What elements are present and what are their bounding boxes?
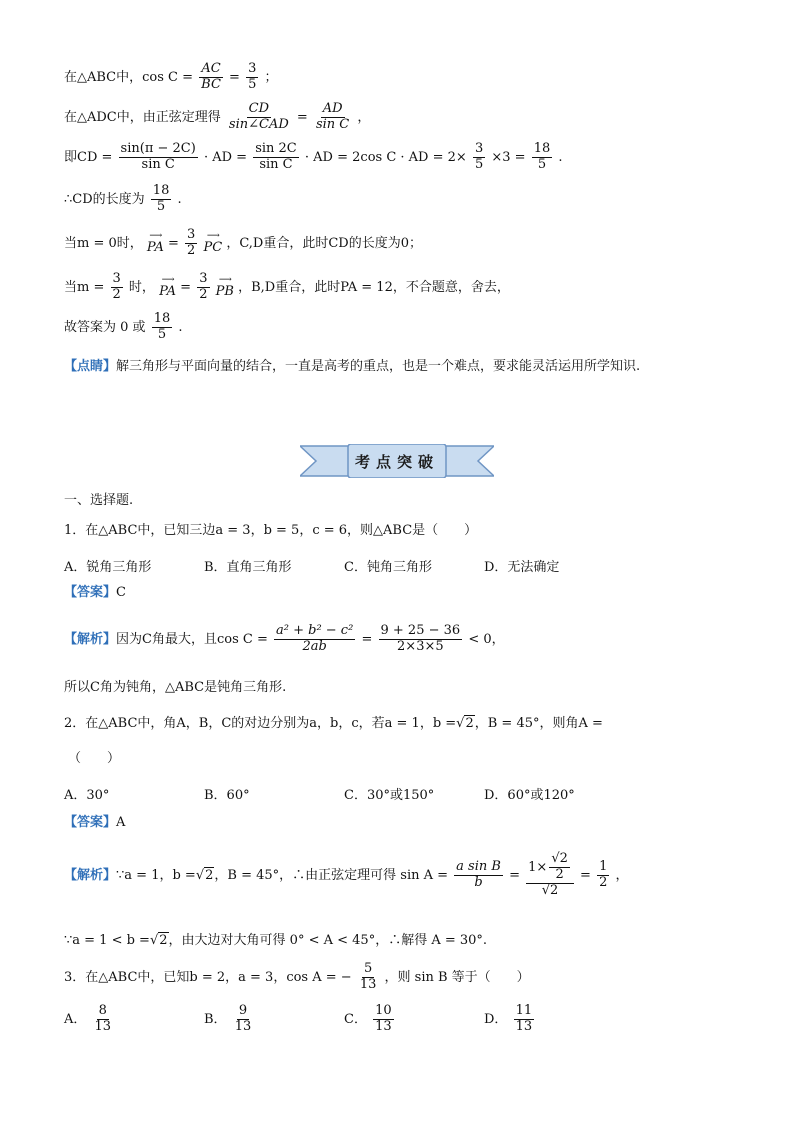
numerator: AD	[322, 101, 343, 116]
ribbon-left-shape	[300, 446, 352, 476]
numerator: 18	[533, 141, 551, 156]
fraction	[111, 272, 123, 303]
vector	[147, 232, 164, 254]
fraction	[597, 860, 609, 891]
fraction	[314, 102, 351, 133]
answer-tag: 【答案】	[64, 815, 117, 830]
text: 3．在△ABC中，已知b = 2，a = 3，cos A = −	[64, 969, 352, 985]
denominator: 2	[112, 286, 121, 302]
denominator: 5	[157, 326, 167, 342]
denominator: 13	[234, 1018, 252, 1034]
explanation-tag: 【解析】	[64, 631, 117, 647]
question-1-option-d: D．无法确定	[484, 560, 560, 575]
denominator: 5	[248, 76, 257, 92]
numerator: 8	[98, 1003, 107, 1018]
denominator: 5	[537, 156, 547, 172]
section-title: 一、选择题.	[64, 493, 134, 508]
denominator: 2	[555, 866, 564, 882]
vector-label: PA	[146, 240, 164, 256]
question-1-explanation-line2: 所以C角为钝角，△ABC是钝角三角形.	[64, 680, 287, 695]
question-1-option-a: A．锐角三角形	[64, 560, 152, 575]
question-2-explanation-line2	[64, 934, 487, 947]
text: .	[178, 319, 183, 335]
question-1-option-b: B．直角三角形	[204, 560, 292, 575]
question-1-stem: 1．在△ABC中，已知三边a = 3，b = 5，c = 6，则△ABC是（ ）	[64, 523, 478, 538]
text: ，由大边对大角可得 0° < A < 45°，∴解得 A = 30°.	[168, 933, 488, 948]
radicand: 2	[159, 933, 168, 948]
fraction	[246, 62, 258, 93]
text: ，C,D重合，此时CD的长度为0；	[226, 235, 422, 251]
text: ，则 sin B 等于（ ）	[384, 969, 530, 985]
denominator: sin C	[259, 156, 293, 172]
text: =	[361, 631, 373, 647]
denominator: 2	[187, 242, 196, 258]
text: ，B,D重合，此时PA = 12，不合题意，舍去，	[238, 279, 510, 295]
numerator: a sin B	[456, 858, 501, 874]
question-1-explanation	[64, 624, 505, 655]
banner-title: 考点突破	[354, 453, 440, 471]
denominator: 2ab	[302, 638, 327, 654]
question-2-answer	[64, 816, 125, 829]
text: 在△ABC中，cos C =	[64, 69, 194, 85]
sqrt-icon: √	[149, 933, 159, 948]
question-1-answer	[64, 586, 126, 599]
question-2-explanation	[64, 852, 629, 899]
fraction	[532, 142, 553, 173]
numerator: 18	[152, 183, 170, 198]
numerator: 9 + 25 − 36	[380, 623, 461, 638]
numerator: a² + b² − c²	[276, 623, 354, 638]
question-2-blank: （ ）	[68, 751, 121, 766]
text: ∵a = 1，b =	[116, 867, 196, 883]
fraction	[274, 624, 355, 655]
fraction	[227, 102, 291, 133]
question-2-option-b: B．60°	[204, 788, 250, 803]
text: .	[558, 149, 563, 165]
answer-value: A	[116, 815, 126, 830]
denominator: BC	[201, 76, 221, 92]
option-label: A．	[64, 1011, 87, 1027]
tip-paragraph	[64, 360, 640, 373]
fraction	[152, 312, 173, 343]
vector	[216, 276, 234, 298]
text: ，B = 45°，∴由正弦定理可得 sin A =	[214, 867, 449, 883]
question-3-stem	[64, 962, 530, 993]
text: · AD = 2cos C · AD = 2×	[304, 149, 467, 165]
denominator: 13	[375, 1018, 392, 1034]
fraction	[233, 1004, 254, 1035]
text: ，B = 45°，则角A =	[474, 716, 603, 731]
numerator: 11	[515, 1003, 533, 1018]
question-3-option-d	[484, 1004, 536, 1035]
text: ；	[264, 69, 278, 85]
fraction	[151, 184, 172, 215]
vector-arrow-icon: ⟶	[161, 275, 174, 286]
fraction	[185, 228, 197, 259]
question-2-option-d: D．60°或120°	[484, 788, 575, 803]
answer-value: C	[116, 585, 126, 600]
vector-arrow-icon: ⟶	[206, 231, 219, 242]
denominator: 2×3×5	[397, 638, 444, 654]
vector	[203, 232, 222, 254]
solution-line-m-zero	[64, 228, 422, 259]
numerator: 1	[599, 858, 608, 874]
numerator: 9	[238, 1003, 248, 1018]
solution-line-cd-value	[64, 142, 563, 173]
vector	[159, 276, 176, 298]
text: ，	[615, 867, 629, 883]
denominator: 5	[474, 156, 484, 172]
sqrt	[204, 869, 214, 882]
fraction	[358, 962, 379, 993]
tip-tag: 【点睛】	[64, 359, 117, 374]
denominator: 13	[94, 1018, 112, 1034]
question-3-option-b	[204, 1004, 255, 1035]
text: 即CD =	[64, 149, 113, 165]
denominator: √2	[541, 882, 559, 898]
solution-line-final-answer	[64, 312, 183, 343]
numerator: CD	[248, 101, 270, 116]
text: ×3 =	[491, 149, 526, 165]
vector-arrow-icon: ⟶	[149, 231, 162, 242]
tip-text: 解三角形与平面向量的结合，一直是高考的重点，也是一个难点，要求能灵活运用所学知识.	[116, 359, 641, 374]
text: 时，	[128, 279, 155, 295]
sqrt-icon: √	[456, 716, 465, 731]
numerator: 3	[248, 61, 257, 76]
numerator: AC	[201, 61, 221, 76]
numerator: 10	[375, 1003, 392, 1018]
sqrt	[464, 717, 474, 730]
denominator: sin∠CAD	[228, 116, 289, 132]
solution-line-m-three-halves	[64, 272, 510, 303]
denominator: sin C	[141, 156, 175, 172]
option-label: B．	[204, 1011, 227, 1027]
fraction	[253, 142, 299, 173]
numerator: 3	[199, 271, 208, 286]
sqrt	[158, 934, 168, 947]
denominator: sin C	[315, 116, 350, 132]
text: .	[177, 191, 182, 207]
fraction	[549, 852, 570, 883]
numerator: 18	[153, 311, 171, 326]
numerator: sin(π − 2C)	[120, 141, 196, 156]
text: =	[229, 69, 240, 85]
fraction	[197, 272, 209, 303]
option-label: D．	[484, 1011, 508, 1027]
denominator: 13	[359, 976, 377, 992]
fraction	[373, 1004, 394, 1035]
text: 1×	[528, 859, 548, 875]
vector-label: PC	[203, 240, 223, 256]
solution-line-cosc	[64, 62, 278, 93]
numerator: 3	[187, 227, 196, 242]
text: =	[580, 867, 591, 883]
denominator: b	[474, 874, 483, 890]
numerator: √2	[551, 851, 568, 866]
option-label: C．	[344, 1011, 367, 1027]
fraction	[454, 860, 503, 891]
radicand: 2	[465, 716, 474, 731]
numerator: sin 2C	[255, 141, 297, 156]
question-2-stem	[64, 717, 603, 730]
text: =	[509, 867, 520, 883]
fraction	[379, 624, 463, 655]
text: =	[180, 279, 192, 295]
sqrt-icon: √	[195, 867, 205, 883]
question-2-option-c: C．30°或150°	[344, 788, 435, 803]
vector-label: PA	[159, 284, 177, 300]
text: < 0，	[468, 631, 505, 647]
vector-label: PB	[215, 284, 234, 300]
denominator: 2	[599, 874, 608, 890]
text: ∵a = 1 < b =	[64, 933, 150, 948]
fraction	[119, 142, 198, 173]
text: 2．在△ABC中，角A，B，C的对边分别为a，b，c，若a = 1，b =	[64, 716, 457, 731]
fraction	[473, 142, 485, 173]
text: ，	[357, 109, 371, 125]
text: 因为C角最大，且cos C =	[116, 631, 268, 647]
complex-fraction	[526, 852, 574, 899]
denominator: 5	[156, 198, 166, 214]
numerator: 5	[363, 961, 373, 976]
text: 在△ADC中，由正弦定理得	[64, 109, 221, 125]
explanation-tag: 【解析】	[64, 867, 117, 883]
question-3-option-c	[344, 1004, 396, 1035]
vector-arrow-icon: ⟶	[218, 275, 231, 286]
radicand: 2	[205, 867, 214, 883]
question-1-option-c: C．钝角三角形	[344, 560, 432, 575]
fraction	[514, 1004, 535, 1035]
solution-line-sine-law	[64, 102, 370, 133]
denominator: 13	[515, 1018, 533, 1034]
text: 当m =	[64, 279, 105, 295]
question-2-option-a: A．30°	[64, 788, 110, 803]
fraction	[93, 1004, 114, 1035]
fraction	[199, 62, 223, 93]
ribbon-right-shape	[442, 446, 494, 476]
text: 故答案为 0 或	[64, 319, 146, 335]
numerator: 3	[112, 271, 121, 286]
text: =	[168, 235, 179, 251]
text: · AD =	[203, 149, 248, 165]
text: =	[296, 109, 308, 125]
numerator	[526, 852, 574, 884]
text: ∴CD的长度为	[64, 191, 145, 207]
solution-line-cd-length	[64, 184, 182, 215]
answer-tag: 【答案】	[64, 585, 117, 600]
numerator: 3	[474, 141, 484, 156]
question-3-option-a	[64, 1004, 115, 1035]
section-banner	[300, 444, 494, 478]
denominator: 2	[199, 286, 208, 302]
text: 当m = 0时，	[64, 235, 143, 251]
